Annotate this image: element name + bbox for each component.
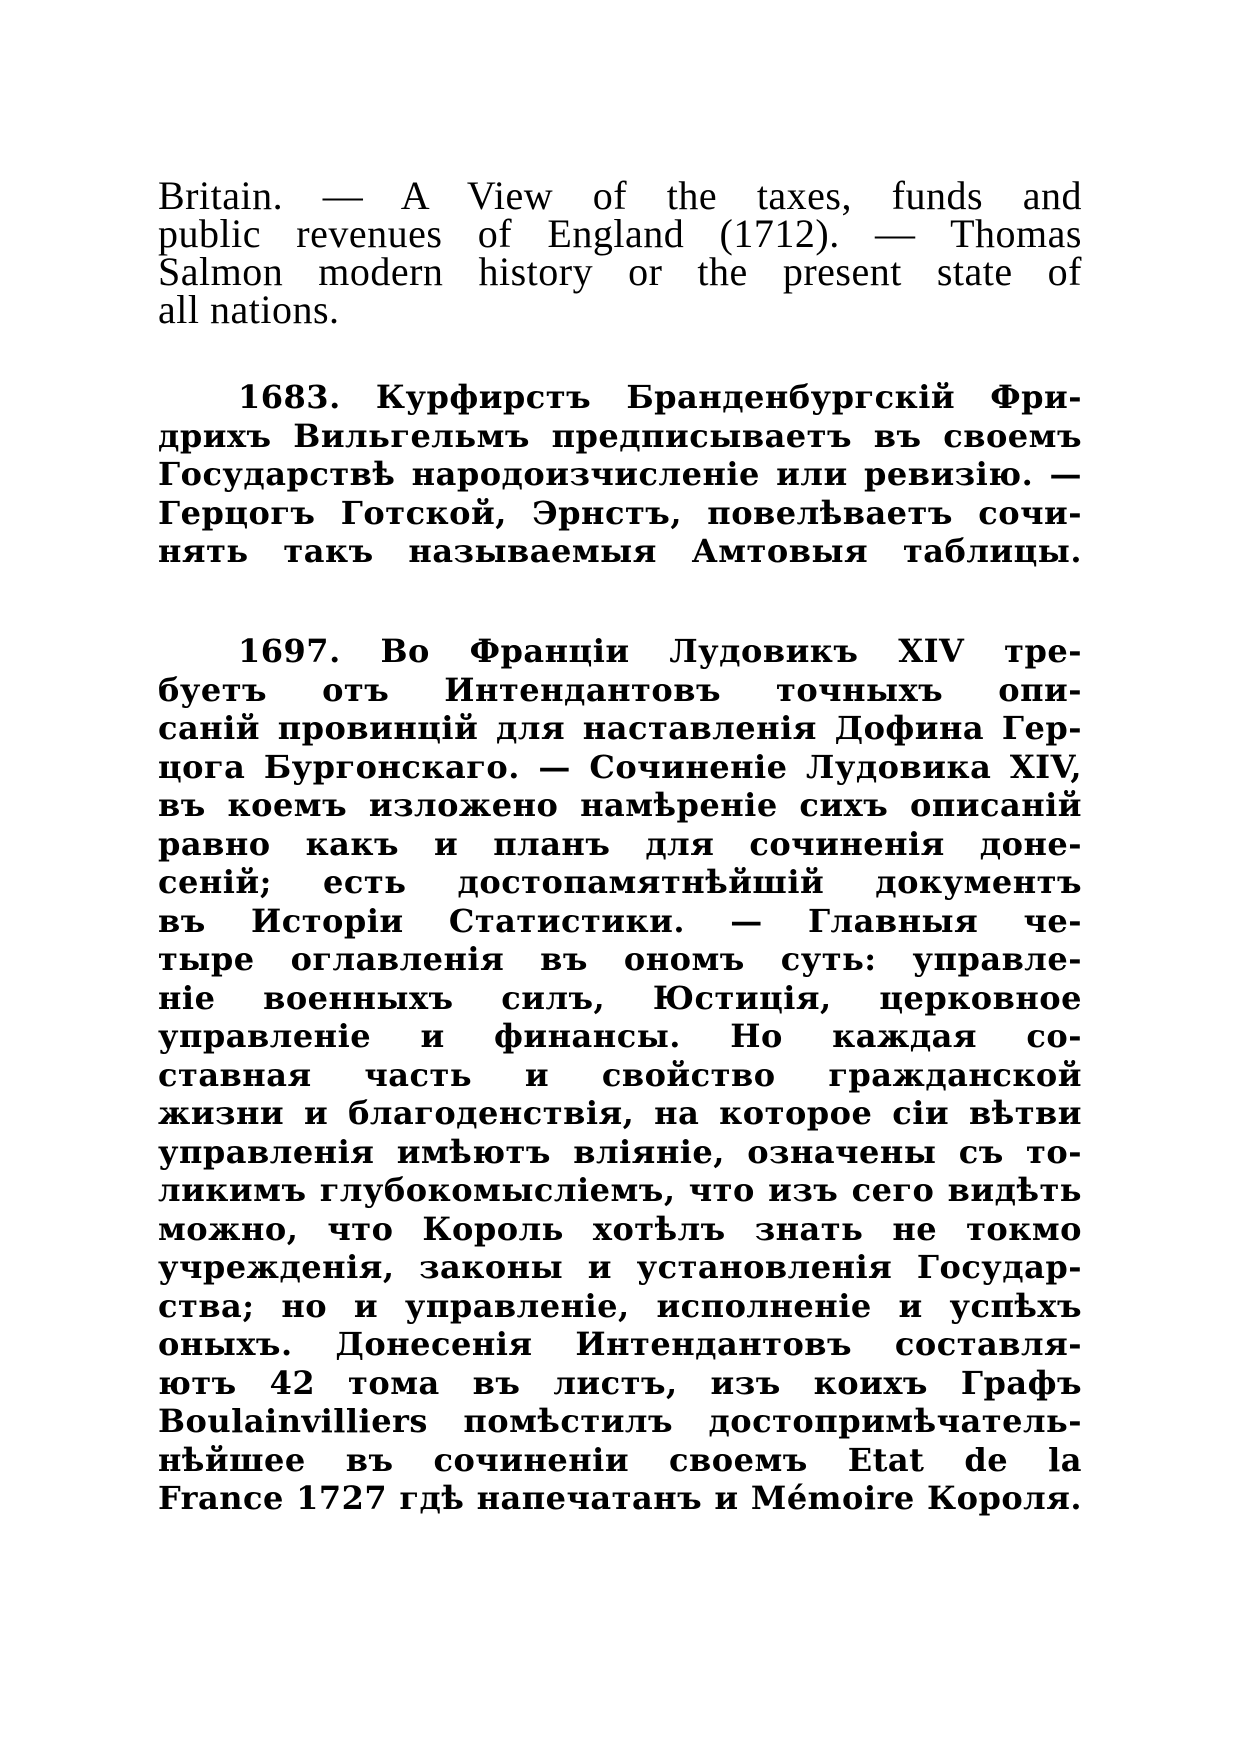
text-line: public revenues of England (1712). — Thomas	[158, 211, 1082, 256]
text-line: управленіе и финансы. Но каждая со-	[158, 1017, 1082, 1055]
text-line: ства; но и управленіе, исполненіе и успѣхъ	[158, 1286, 1082, 1325]
text-line: 1683. Курфирстъ Бранденбургскій Фри-	[238, 378, 1082, 416]
text-line: Britain. — A View of the taxes, funds and	[158, 173, 1082, 218]
text-line: тыре оглавленія въ ономъ суть: управле-	[158, 940, 1082, 978]
text-line: оныхъ. Донесенія Интендантовъ составля-	[158, 1325, 1082, 1363]
text-line: ликимъ глубокомысліемъ, что изъ сего видѣть	[158, 1171, 1082, 1209]
paragraph-1697	[158, 632, 1082, 1518]
text-line: ютъ 42 тома въ листъ, изъ коихъ Графъ	[158, 1363, 1082, 1402]
text-line: цога Бургонскаго. — Сочиненіе Лудовика XIV,	[158, 747, 1082, 786]
text-line: жизни и благоденствія, на которое сіи вѣтви	[158, 1094, 1082, 1132]
text-line: ставная часть и свойство гражданской	[158, 1055, 1082, 1094]
paragraph-references	[158, 173, 1082, 332]
text-line: Salmon modern history or the present state of	[158, 249, 1082, 294]
text-line: сеній; есть достопамятнѣйшій документъ	[158, 863, 1082, 901]
text-line: можно, что Король хотѣлъ знать не токмо	[158, 1209, 1082, 1248]
paragraph-1683	[158, 378, 1082, 571]
text-line: равно какъ и планъ для сочиненія доне-	[158, 824, 1082, 863]
text-line: буетъ отъ Интендантовъ точныхъ опи-	[158, 670, 1082, 709]
text-line: Герцогъ Готской, Эрнстъ, повелѣваетъ сочи-	[158, 493, 1082, 532]
text-line: Государствѣ народоизчисленіе или ревизію. —	[158, 455, 1082, 493]
text-line: 1697. Во Франціи Лудовикъ XIV тре-	[238, 632, 1082, 670]
text-line: дрихъ Вильгельмъ предписываетъ въ своемъ	[158, 416, 1082, 455]
text-line: нѣйшее въ сочиненіи своемъ Etat de la	[158, 1440, 1082, 1479]
text-line: Boulainvilliers помѣстилъ достопримѣчатель-	[158, 1402, 1082, 1440]
text-line: въ Исторіи Статистики. — Главныя че-	[158, 901, 1082, 940]
text-line: нять такъ называемыя Амтовыя таблицы.	[158, 532, 1082, 570]
text-line: all nations.	[158, 287, 340, 332]
text-line: ніе военныхъ силъ, Юстиція, церковное	[158, 978, 1082, 1017]
text-line: France 1727 гдѣ напечатанъ и Mémoire Короля.	[158, 1479, 1082, 1517]
text-line: управленія имѣютъ вліяніе, означены съ то-	[158, 1132, 1082, 1171]
text-line: саній провинцій для наставленія Дофина Гер-	[158, 709, 1082, 747]
text-line: въ коемъ изложено намѣреніе сихъ описаній	[158, 786, 1082, 824]
text-line: учрежденія, законы и установленія Государ-	[158, 1248, 1082, 1286]
